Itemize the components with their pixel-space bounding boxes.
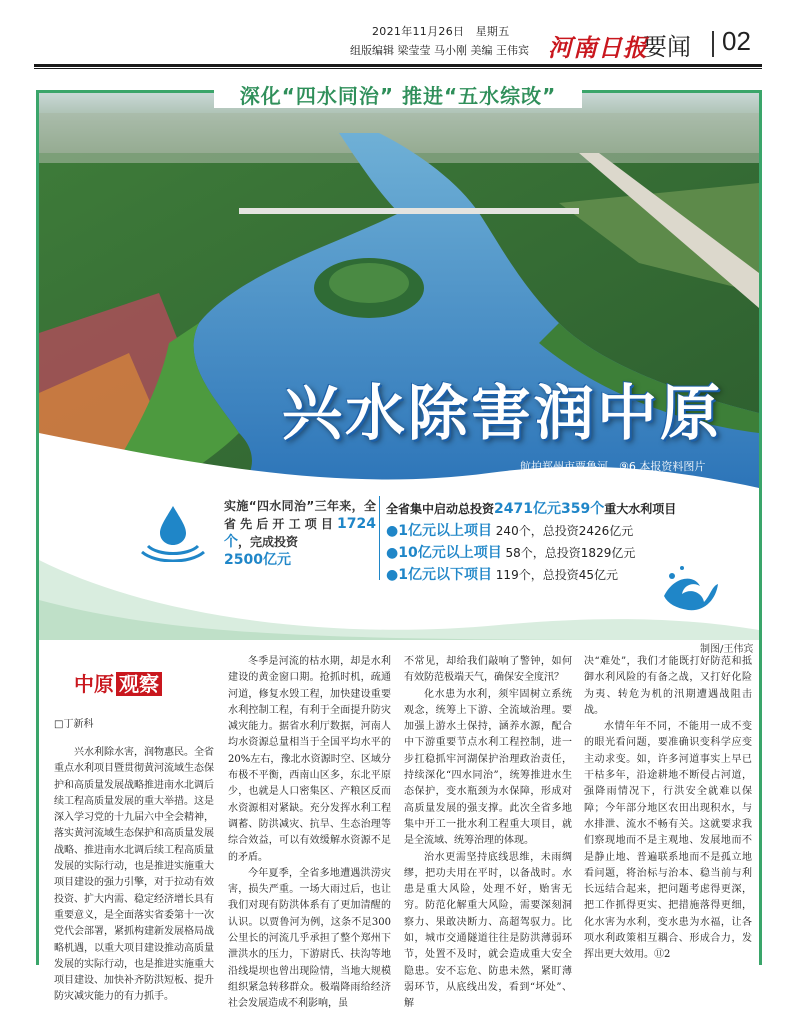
section-name: 要闻 (643, 33, 691, 61)
paragraph: 化水患为水利，须牢固树立系统观念，统筹上下游、全流域治理。要加强上游水土保持，涵养水源，配合中下游重要节点水利工程控制，进一步扛稳抓牢河湖保护治理政治责任，持续深化“四水同治”，统筹推进水生态保护，变水瓶颈为水保障，形成对高质量发展的强支撑。此次全省多地集中开工一批水利工程重大项目，就是全流域、统筹治理的体现。 (404, 688, 572, 847)
info-item (386, 520, 676, 542)
info-item-detail: 240个，总投资2426亿元 (495, 524, 634, 538)
kicker-headline: 深化“四水同治” 推进“五水综改” (239, 84, 557, 108)
paragraph: 今年夏季，全省多地遭遇洪涝灾害，损失严重。一场大雨过后，也让我们对现有防洪体系有了更加清醒的认识。以贾鲁河为例，这条不足300公里长的河流几乎承担了整个郑州下泄洪水的压力，下游尉氏、扶沟等地沿线堤坝也曾出现险情，当地大规模组织紧急转移群众。极端降雨给经济社会发展造成不利影响，虽 (228, 867, 391, 1010)
info-project-count: 1724 个 (224, 516, 376, 550)
info-summary (224, 497, 376, 569)
info-details (386, 498, 676, 586)
article-column-4 (584, 654, 752, 964)
paragraph: 水情年年不同，不能用一成不变的眼光看问题，要准确识变科学应变主动求变。如，许多河道事实上早已干枯多年，沿途耕地不断侵占河道，强降雨情况下，行洪安全就难以保障；今年部分地区农田出现积水，与水排泄、流水不畅有关。这就要求我们察现地而不是主观地、发展地而不是静止地、普遍联系地而不是孤立地看问题，将治标与治本、稳当前与利长远结合起来，把问题考虑得更深，把工作抓得更实、把措施落得更细，化水害为水利，变水患为水福，让各项水利政策相互耦合、形成合力，发挥出更大效用。⑪2 (584, 721, 752, 961)
paragraph: 治水更需坚持底线思维，未雨绸缪，把功夫用在平时，以备战时。水患是重大风险，处理不好，贻害无穷。防范化解重大风险，需要深刻洞察力、果敢决断力、高超驾驭力。比如，城市交通隧道往往是防洪薄弱环节，处置不及时，就会造成重大安全隐患。安不忘危、防患未然，紧盯薄弱环节，从底线出发，看到“坏处”、解 (404, 851, 572, 1010)
info-item-label: ●1亿元以上项目 (386, 523, 492, 539)
info-item-label: ●10亿元以上项目 (386, 545, 502, 561)
article-column-2 (228, 654, 391, 1013)
info-investment: 2500亿元 (224, 552, 291, 568)
graphic-credit: 制图/王伟宾 (700, 644, 754, 655)
article-column-1 (54, 745, 214, 1006)
column-name-a: 中原 (74, 672, 114, 696)
paragraph: 不常见，却给我们敲响了警钟，如何有效防范极端天气，确保安全度汛？ (404, 656, 572, 684)
article-column-3 (404, 654, 572, 1013)
wave-icon (660, 556, 722, 616)
info-text-1: 实施“四水同治”三年来，全省先后开工项目 (224, 499, 376, 531)
column-logo (74, 668, 162, 697)
water-drop-icon (138, 502, 208, 562)
header-rule (34, 64, 762, 67)
info-line1-pre: 全省集中启动总投资 (386, 502, 495, 516)
column-name-b: 观察 (116, 672, 162, 696)
page-number: 02 (722, 26, 751, 56)
issue-date: 2021年11月26日 星期五 (372, 25, 510, 38)
newspaper-logo: 河南日报 (548, 33, 648, 62)
info-item-detail: 58个，总投资1829亿元 (505, 546, 636, 560)
info-headline-line (386, 498, 676, 520)
info-item (386, 542, 676, 564)
info-item (386, 564, 676, 586)
main-headline: 兴水除害润中原 (282, 379, 723, 449)
paragraph: 冬季是河流的枯水期，却是水利建设的黄金窗口期。抢抓时机，疏通河道，修复水毁工程，加快建设重要水利控制工程，有利于全面提升防灾减灾能力。据省水利厅数据，河南人均水资源总量相当于全国平均水平的20%左右，豫北水资源时空、区域分布极不平衡，西南山区多，东北平原少，也就是人口密集区、产粮区反而水资源相对紧缺。充分发挥水利工程调蓄、防洪减灾、抗旱、生态治理等综合效益，可以有效缓解水资源不足的矛盾。 (228, 656, 391, 863)
editors-credit: 组版编辑 梁莹莹 马小刚 美编 王伟宾 (350, 44, 529, 57)
info-line1-amount: 2471亿元 (494, 501, 561, 517)
header-rule-thin (34, 68, 762, 69)
paragraph: 兴水利除水害，润物惠民。全省重点水利项目暨贯彻黄河流域生态保护和高质量发展战略推进南水北调后续工程高质量发展的重大举措。这是深入学习党的十九届六中全会精神，落实黄河流域生态保护和高质量发展战略、推进南水北调后续工程高质量发展的实际行动，也是推进实施重大项目建设的强力引擎，对于拉动有效投资、扩大内需、稳定经济增长具有重要意义，是全面落实省委第十一次党代会部署，紧抓构建新发展格局战略机遇，以重大项目建设推动高质量发展的实际行动，也是推进实施重大项目建设、加快补齐防洪短板、提升防灾减灾能力的有力抓手。 (54, 747, 214, 1003)
info-divider (379, 496, 380, 580)
info-text-2: ，完成投资 (238, 535, 299, 549)
paragraph: 决“难处”，我们才能既打好防范和抵御水利风险的有备之战，又打好化险为夷、转危为机的汛期遭遇战阻击战。 (584, 656, 752, 716)
header-divider (712, 31, 714, 57)
info-line1-post: 重大水利项目 (604, 502, 677, 516)
author-byline: □丁新科 (54, 719, 94, 730)
photo-caption: 航拍郑州市贾鲁河。⑨6 本报资料图片 (520, 460, 706, 473)
info-item-label: ●1亿元以下项目 (386, 567, 492, 583)
info-line1-count: 359个 (560, 501, 605, 517)
info-item-detail: 119个，总投资45亿元 (495, 568, 618, 582)
